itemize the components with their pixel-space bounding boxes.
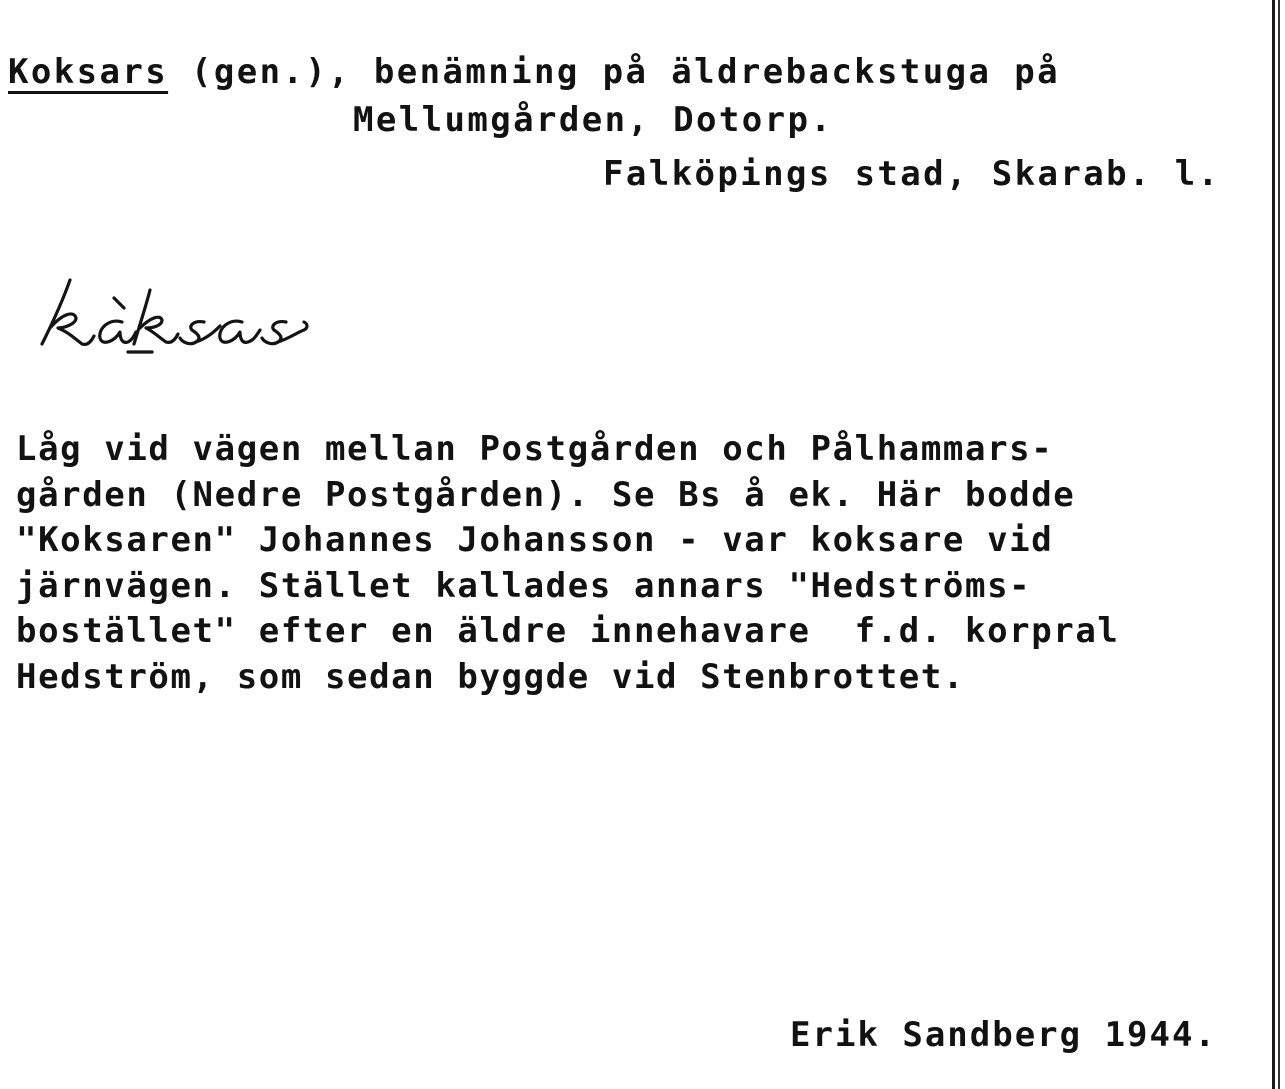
body-paragraph [16, 427, 1120, 700]
card-edge-line-outer [1278, 0, 1280, 1089]
handwritten-pronunciation [28, 262, 378, 362]
body-line: Låg vid vägen mellan Postgården och Pålhammars- [16, 429, 1054, 469]
body-line: Hedström, som sedan byggde vid Stenbrottet. [16, 656, 965, 697]
headword: Koksars [8, 52, 169, 92]
body-line: "Koksaren" Johannes Johansson - var koksare vid [16, 520, 1054, 560]
body-line: bostället" efter en äldre innehavare f.d. korpral [16, 611, 1120, 651]
location-line: Falköpings stad, Skarab. l. [603, 154, 1221, 194]
body-line: gården (Nedre Postgården). Se Bs å ek. Här bodde [16, 474, 1076, 515]
card-edge-line [1272, 0, 1275, 1089]
body-line: järnvägen. Stället kallades annars "Hedströms- [16, 565, 1032, 606]
signature: Erik Sandberg 1944. [790, 1015, 1217, 1055]
header-definition: (gen.), benämning på äldrebackstuga på [168, 52, 1061, 92]
header-line-1 [8, 52, 1061, 92]
header-line-2: Mellumgården, Dotorp. [353, 100, 834, 140]
